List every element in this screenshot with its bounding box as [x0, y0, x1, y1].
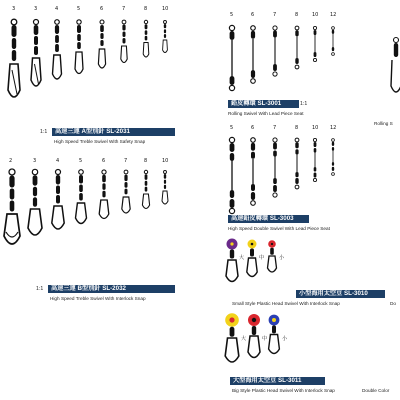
- size-label: 7: [273, 12, 277, 18]
- sl-2031-subtitle: High Speed Treble Swivel With Safety Snap: [54, 139, 146, 144]
- sl-3003-subtitle: High Speed Double Swivel With Lead Piece Seat: [228, 226, 330, 231]
- sl-2031-size-labels: [0, 6, 180, 14]
- sl-2031-ratio: 1:1: [40, 129, 48, 135]
- size-label: 8: [144, 158, 148, 164]
- size-label: 5: [230, 12, 234, 18]
- sl-3011-bead-label-medium: 中: [262, 336, 268, 342]
- size-label: 2: [9, 158, 13, 164]
- sl-2032-title: 高速三連 B型別針 SL-2032: [48, 285, 175, 293]
- edge-fragment-do: Do: [390, 301, 396, 306]
- size-label: 3: [34, 6, 38, 12]
- sl-3011-bead-label-large: 大: [241, 336, 247, 342]
- sl-2032-ratio: 1:1: [36, 286, 44, 292]
- size-label: 4: [56, 158, 60, 164]
- edge-product: [391, 38, 400, 93]
- sl-2031-products: [8, 19, 167, 97]
- size-label: 4: [55, 6, 59, 12]
- size-label: 12: [330, 125, 337, 131]
- size-label: 6: [251, 12, 255, 18]
- size-label: 8: [144, 6, 148, 12]
- sl-3011-subtitle: Big Style Plastic Head Swivel With Interlock Snap: [232, 388, 335, 393]
- sl-3011-bead-label-small: 小: [282, 336, 288, 342]
- sl-2032-size-labels: [0, 158, 180, 166]
- sl-3001-ratio: 1:1: [300, 101, 308, 107]
- size-label: 3: [12, 6, 16, 12]
- size-label: 7: [124, 158, 128, 164]
- sl-3001-title: 鉛皮轉環 SL-3001: [228, 100, 299, 108]
- sl-3010-products: [226, 239, 277, 282]
- sl-3010-subtitle: Small Style Plastic Head Swivel With Interlock Snap: [232, 301, 340, 306]
- size-label: 5: [77, 6, 81, 12]
- size-label: 8: [295, 125, 299, 131]
- sl-3011-products: [225, 313, 279, 362]
- edge-fragment-rolling: Rolling S: [374, 121, 393, 126]
- sl-3010-bead-label-small: 小: [279, 255, 285, 261]
- size-label: 3: [33, 158, 37, 164]
- size-label: 6: [102, 158, 106, 164]
- sl-3010-title: 小型海用太空豆 SL-3010: [296, 290, 385, 298]
- size-label: 12: [330, 12, 337, 18]
- size-label: 7: [122, 6, 126, 12]
- sl-3001-products: [229, 25, 334, 90]
- size-label: 6: [251, 125, 255, 131]
- size-label: 10: [162, 158, 169, 164]
- sl-3010-bead-label-large: 大: [239, 255, 245, 261]
- sl-2031-title: 高速三連 A型別針 SL-2031: [52, 128, 175, 136]
- sl-2032-products: [4, 169, 168, 244]
- size-label: 7: [273, 125, 277, 131]
- size-label: 5: [79, 158, 83, 164]
- edge-fragment-double-color: Double Color: [362, 388, 390, 393]
- sl-3003-products: [229, 137, 334, 213]
- sl-3001-size-labels: [220, 12, 350, 20]
- sl-3003-title: 高速鉛皮轉環 SL-3003: [228, 215, 309, 223]
- size-label: 10: [312, 12, 319, 18]
- size-label: 6: [100, 6, 104, 12]
- sl-3010-bead-label-medium: 中: [259, 255, 265, 261]
- sl-3011-title: 大型海用太空豆 SL-3011: [230, 377, 325, 385]
- sl-3003-size-labels: [220, 125, 350, 133]
- size-label: 10: [162, 6, 169, 12]
- size-label: 5: [230, 125, 234, 131]
- sl-3001-subtitle: Rolling Swivel With Lead Piece Seat: [228, 111, 304, 116]
- size-label: 10: [312, 125, 319, 131]
- size-label: 8: [295, 12, 299, 18]
- sl-2032-subtitle: High Speed Treble Swivel With Interlock Snap: [50, 296, 146, 301]
